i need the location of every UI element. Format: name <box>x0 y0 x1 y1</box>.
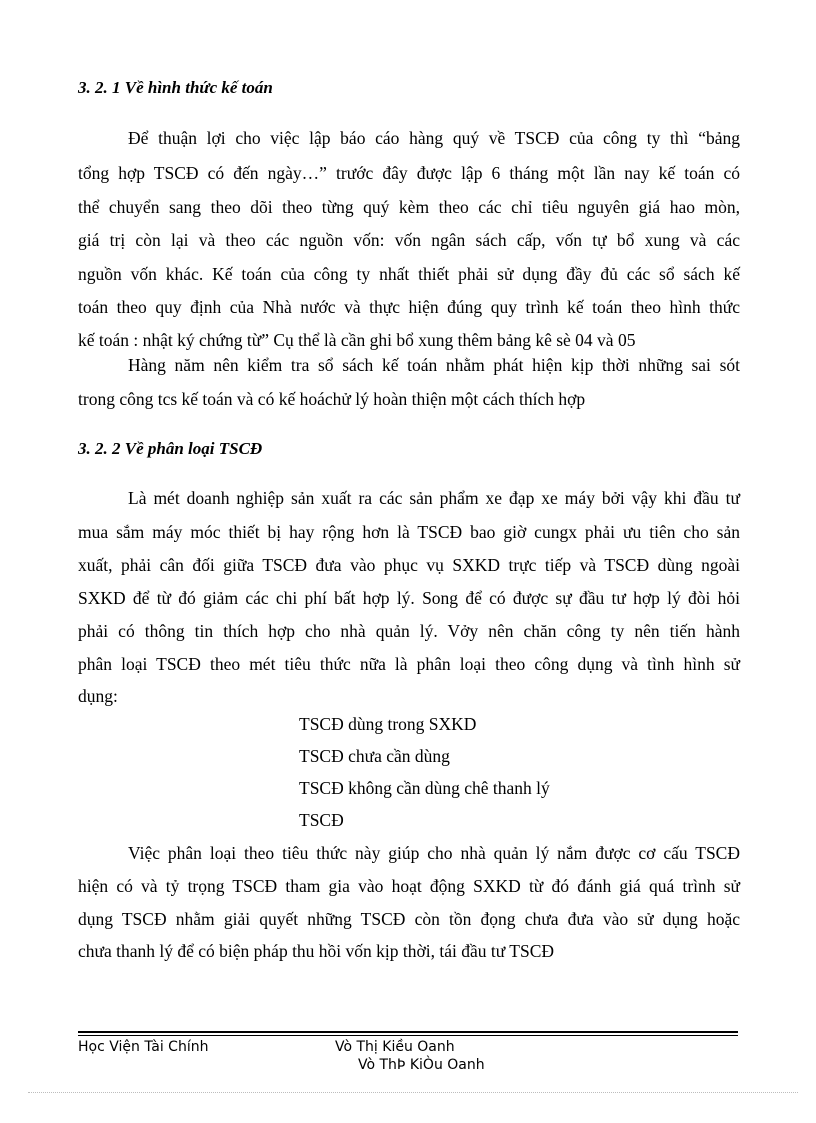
footer-divider-thick <box>78 1031 738 1033</box>
paragraph-line: phân loại TSCĐ theo mét tiêu thức nữa là phân loại theo công dụng và tình hình sử <box>78 654 740 674</box>
list-item: TSCĐ không cần dùng chê thanh lý <box>299 778 550 798</box>
paragraph-line: Để thuận lợi cho việc lập báo cáo hàng quý về TSCĐ của công ty thì “bảng <box>128 128 740 148</box>
paragraph-line: Là mét doanh nghiệp sản xuất ra các sản phẩm xe đạp xe máy bởi vậy khi đầu tư <box>128 488 740 508</box>
page-bottom-border <box>28 1092 798 1093</box>
section-heading-2: 3. 2. 2 Về phân loại TSCĐ <box>78 439 263 458</box>
paragraph-line: chưa thanh lý để có biện pháp thu hồi vốn kịp thời, tái đầu tư TSCĐ <box>78 941 555 961</box>
footer-divider-thin <box>78 1035 738 1036</box>
paragraph-line: phải có thông tin thích hợp cho nhà quản lý. Vởy nên chăn công ty nên tiến hành <box>78 621 740 641</box>
paragraph-line: dụng TSCĐ nhằm giải quyết những TSCĐ còn tồn đọng chưa đưa vào sử dụng hoặc <box>78 909 740 929</box>
paragraph-line: hiện có và tỷ trọng TSCĐ tham gia vào hoạt động SXKD từ đó đánh giá quá trình sử <box>78 876 740 896</box>
paragraph-line: tổng hợp TSCĐ có đến ngày…” trước đây được lập 6 tháng một lần nay kế toán có <box>78 163 740 183</box>
paragraph-line: nguồn vốn khác. Kế toán của công ty nhất thiết phải sử dụng đầy đủ các sổ sách kế <box>78 264 740 284</box>
paragraph-line: kế toán : nhật ký chứng từ” Cụ thể là cần ghi bổ xung thêm bảng kê sè 04 và 05 <box>78 330 636 350</box>
section-heading-1: 3. 2. 1 Về hình thức kế toán <box>78 78 273 97</box>
paragraph-line: toán theo quy định của Nhà nước và thực hiện đúng quy trình kế toán theo hình thức <box>78 297 740 317</box>
paragraph-line: giá trị còn lại và theo các nguồn vốn: vốn ngân sách cấp, vốn tự bổ xung và các <box>78 230 740 250</box>
paragraph-line: Hàng năm nên kiểm tra sổ sách kế toán nhằm phát hiện kịp thời những sai sót <box>128 355 740 375</box>
list-item: TSCĐ <box>299 810 344 830</box>
list-item: TSCĐ chưa cần dùng <box>299 746 450 766</box>
paragraph-line: thể chuyển sang theo dõi theo từng quý kèm theo các chỉ tiêu nguyên giá hao mòn, <box>78 197 740 217</box>
paragraph-line: xuất, phải cân đối giữa TSCĐ đưa vào phục vụ SXKD trực tiếp và TSCĐ dùng ngoài <box>78 555 740 575</box>
footer-author-garbled: Vò ThÞ KiÒu Oanh <box>358 1057 485 1073</box>
paragraph-line: mua sắm máy móc thiết bị hay rộng hơn là TSCĐ bao giờ cungx phải ưu tiên cho sản <box>78 522 740 542</box>
paragraph-line: SXKD để từ đó giảm các chi phí bất hợp lý. Song để có được sự đầu tư hợp lý đòi hỏi <box>78 588 740 608</box>
footer-institution: Học Viện Tài Chính <box>78 1039 209 1055</box>
paragraph-line: trong công tcs kế toán và có kế hoáchử lý hoàn thiện một cách thích hợp <box>78 389 586 409</box>
list-item: TSCĐ dùng trong SXKD <box>299 714 477 734</box>
footer-author: Vò Thị Kiều Oanh <box>335 1039 455 1055</box>
paragraph-line: dụng: <box>78 686 118 706</box>
paragraph-line: Việc phân loại theo tiêu thức này giúp cho nhà quản lý nắm được cơ cấu TSCĐ <box>128 843 740 863</box>
